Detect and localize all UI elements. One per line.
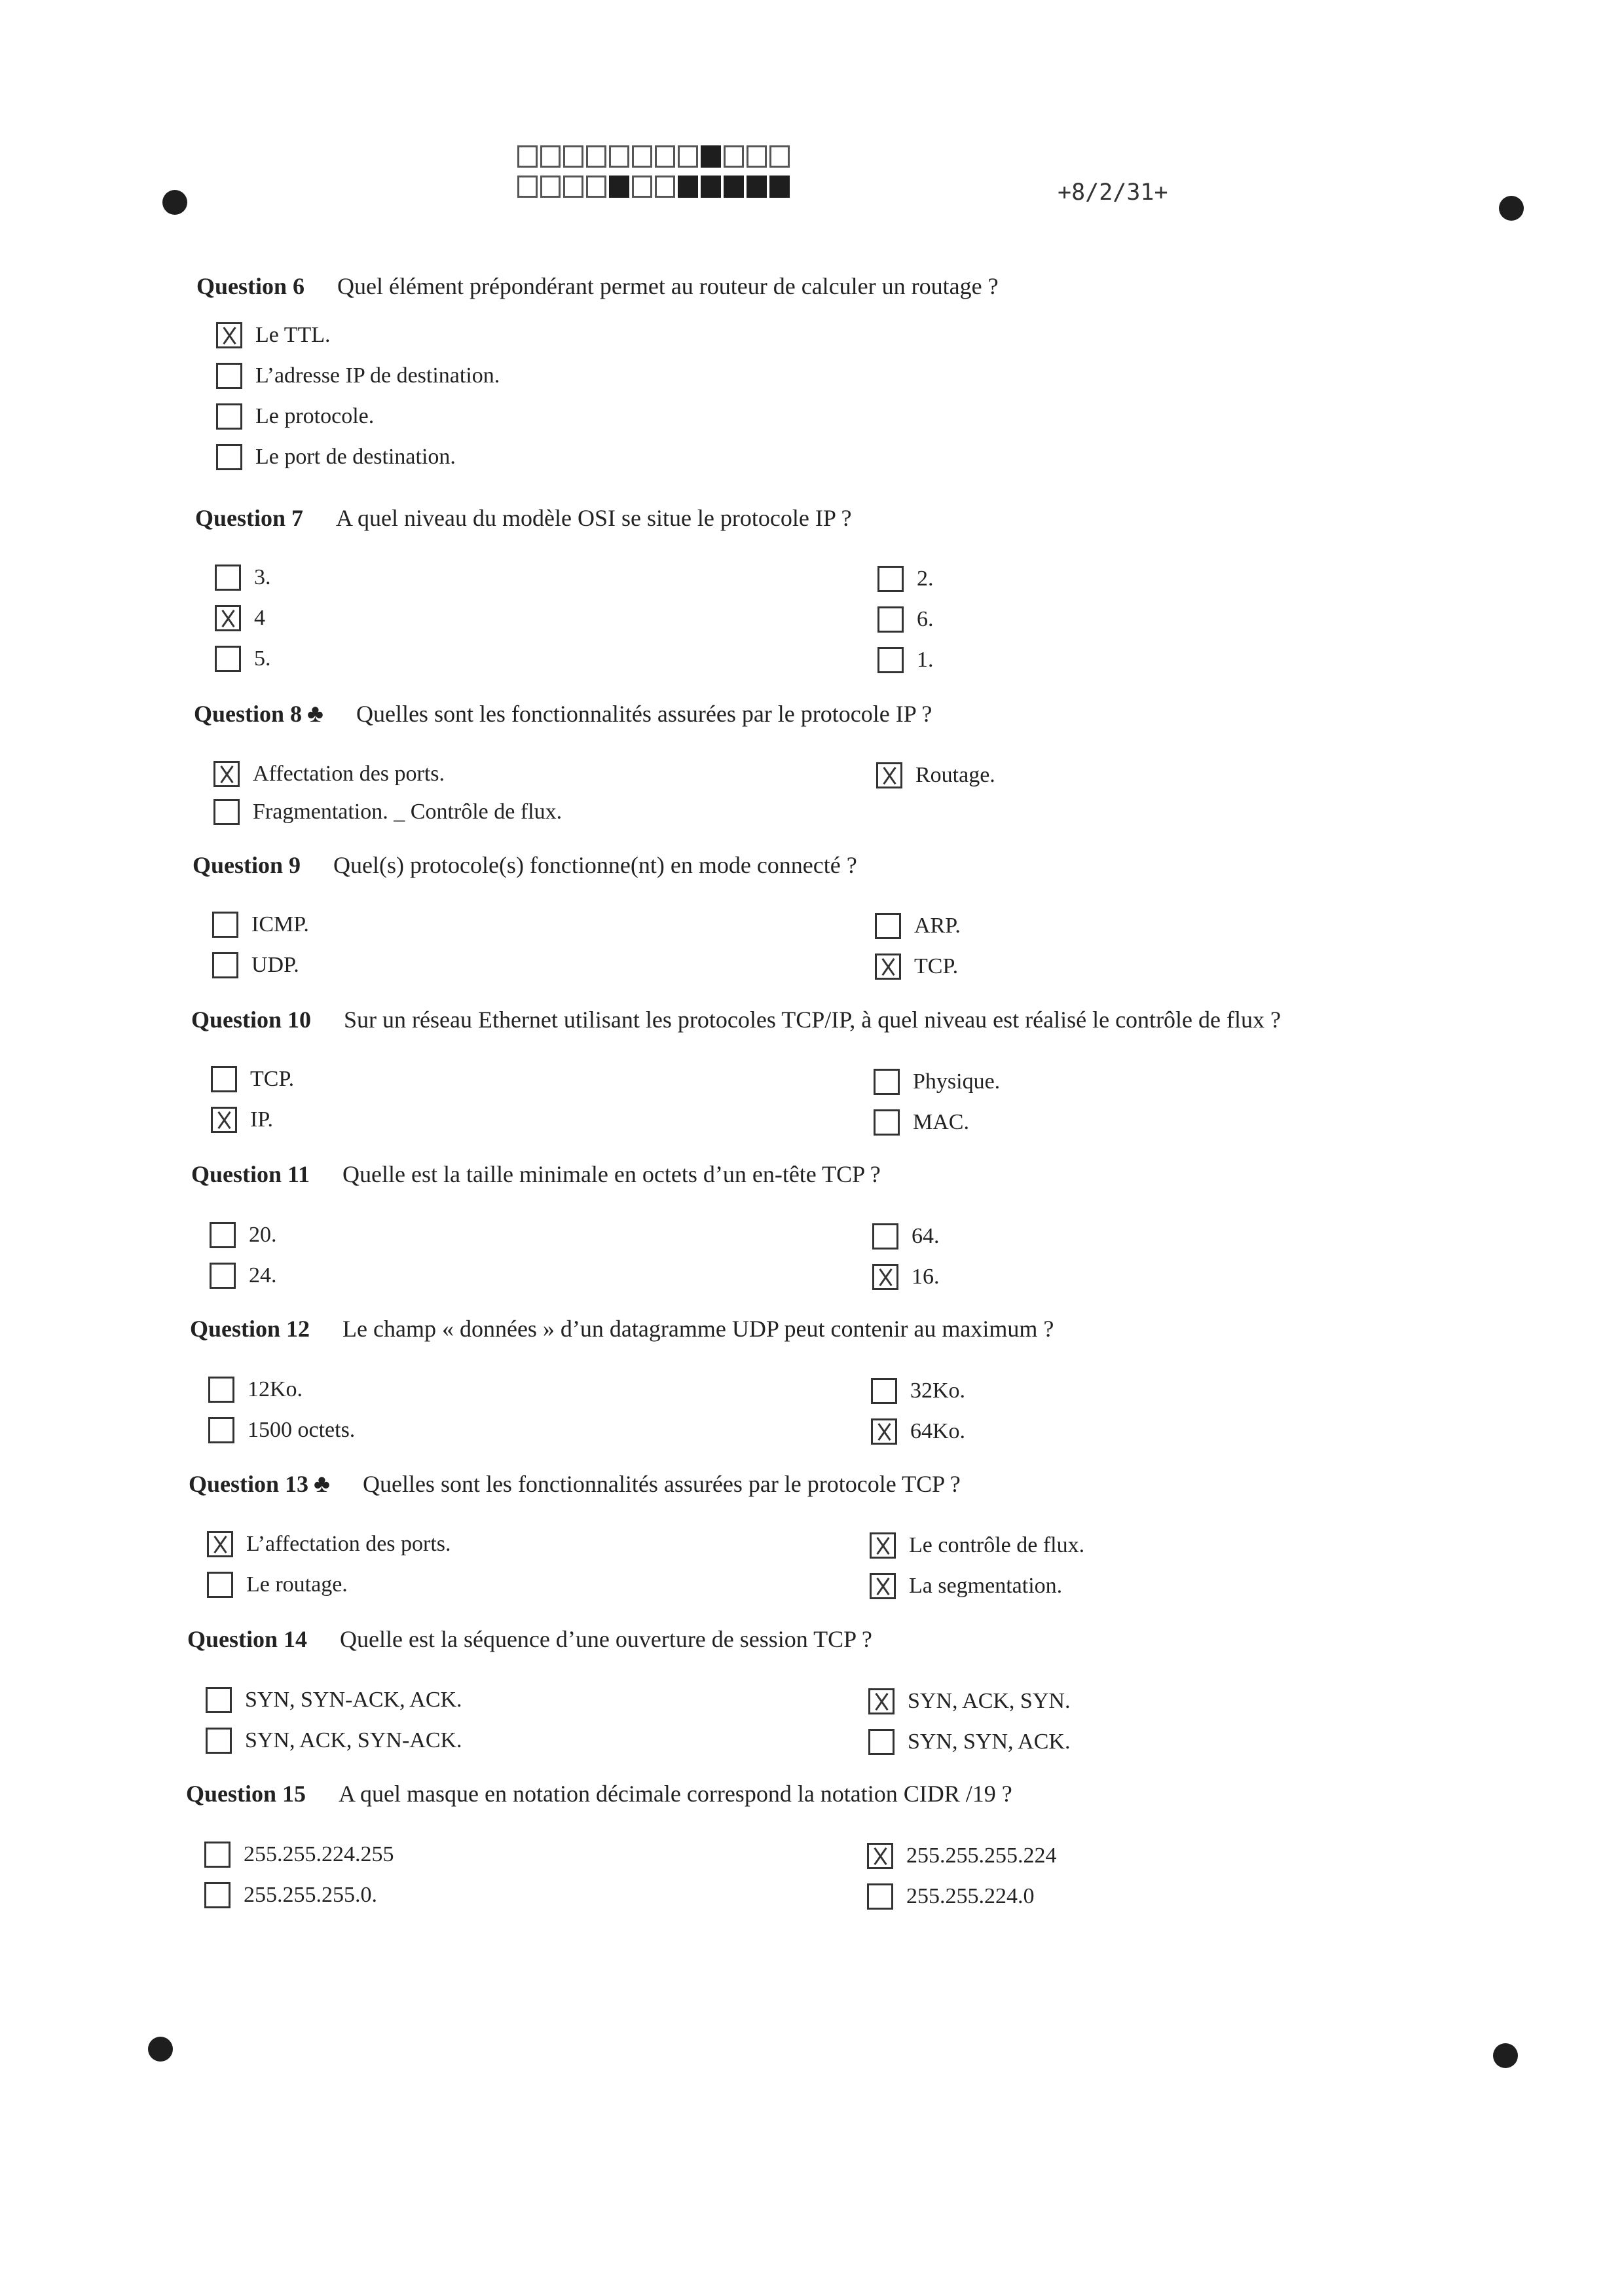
- answer-option[interactable]: [216, 322, 331, 348]
- code-cell: [724, 145, 744, 168]
- answer-option[interactable]: [213, 799, 562, 825]
- checkbox-checked[interactable]: [213, 761, 240, 787]
- answer-option[interactable]: [208, 1377, 303, 1403]
- question-label: Question 6: [196, 273, 305, 299]
- code-cell: [563, 176, 583, 198]
- code-cell: [747, 145, 767, 168]
- question-label: Question 12: [190, 1316, 310, 1342]
- question-label: Question 10: [191, 1007, 312, 1033]
- code-cell: [655, 176, 675, 198]
- option-label: SYN, ACK, SYN.: [908, 1689, 1071, 1713]
- checkbox[interactable]: [206, 1687, 232, 1713]
- question-label: Question 7: [195, 505, 304, 531]
- student-code-row-2: [517, 176, 792, 198]
- checkbox-checked[interactable]: [870, 1532, 896, 1559]
- checkbox[interactable]: [212, 912, 238, 938]
- question-text: Quel élément prépondérant permet au routeur de calculer un routage ?: [337, 273, 999, 299]
- checkbox[interactable]: [868, 1729, 895, 1755]
- checkbox-checked[interactable]: [871, 1418, 897, 1445]
- checkbox-checked[interactable]: [872, 1264, 898, 1290]
- question-header: [191, 1160, 881, 1188]
- checkbox[interactable]: [212, 952, 238, 978]
- club-icon: ♣: [314, 1470, 330, 1498]
- checkbox-checked[interactable]: [211, 1107, 237, 1133]
- question-header: [190, 1315, 1054, 1342]
- question-header: [193, 851, 857, 879]
- question-text: A quel masque en notation décimale correspond la notation CIDR /19 ?: [339, 1781, 1012, 1807]
- answer-option[interactable]: [872, 1264, 940, 1290]
- answer-option[interactable]: [877, 566, 934, 592]
- option-label: L’affectation des ports.: [246, 1532, 451, 1556]
- checkbox-checked[interactable]: [870, 1573, 896, 1599]
- option-label: Physique.: [913, 1069, 1001, 1094]
- question-header: [195, 504, 852, 532]
- option-label: 5.: [254, 646, 271, 671]
- answer-option[interactable]: [875, 913, 961, 939]
- checkbox-checked[interactable]: [216, 322, 242, 348]
- question-text: Quelles sont les fonctionnalités assurées par le protocole TCP ?: [362, 1471, 961, 1497]
- checkbox-checked[interactable]: [207, 1531, 233, 1557]
- answer-option[interactable]: [215, 646, 271, 672]
- option-label: TCP.: [250, 1067, 295, 1091]
- answer-option[interactable]: [216, 403, 374, 430]
- answer-option[interactable]: [208, 1417, 355, 1443]
- option-label: Le routage.: [246, 1572, 348, 1597]
- option-label: L’adresse IP de destination.: [255, 363, 500, 388]
- answer-option[interactable]: [871, 1378, 965, 1404]
- question-text: Quelle est la séquence d’une ouverture de session TCP ?: [340, 1626, 872, 1652]
- option-label: SYN, SYN, ACK.: [908, 1730, 1071, 1754]
- option-label: IP.: [250, 1107, 273, 1132]
- code-cell: [563, 145, 583, 168]
- answer-option[interactable]: [874, 1109, 969, 1136]
- checkbox[interactable]: [874, 1109, 900, 1136]
- checkbox[interactable]: [206, 1728, 232, 1754]
- code-cell: [517, 176, 538, 198]
- answer-option[interactable]: [870, 1573, 1062, 1599]
- question-text: A quel niveau du modèle OSI se situe le protocole IP ?: [336, 505, 852, 531]
- corner-marker-top-right: [1499, 196, 1524, 221]
- question-header: [191, 1006, 1281, 1033]
- answer-option[interactable]: [870, 1532, 1084, 1559]
- answer-option[interactable]: [210, 1222, 277, 1248]
- answer-option[interactable]: [216, 444, 456, 470]
- question-header: [189, 1470, 961, 1498]
- question-label: Question 14: [187, 1626, 308, 1652]
- question-number: Question 13: [189, 1471, 309, 1497]
- option-label: Fragmentation. _ Contrôle de flux.: [253, 800, 563, 824]
- code-cell-filled: [701, 145, 721, 168]
- checkbox[interactable]: [877, 566, 904, 592]
- code-cell: [655, 145, 675, 168]
- option-label: 4: [254, 606, 265, 630]
- code-cell: [678, 145, 698, 168]
- corner-marker-top-left: [162, 190, 187, 215]
- option-label: 255.255.224.255: [244, 1842, 394, 1866]
- question-label: Question 15: [186, 1781, 306, 1807]
- checkbox[interactable]: [216, 363, 242, 389]
- question-header: [187, 1625, 872, 1653]
- answer-option[interactable]: [868, 1729, 1070, 1755]
- option-label: ARP.: [914, 914, 961, 938]
- answer-option[interactable]: [207, 1531, 451, 1557]
- checkbox[interactable]: [211, 1066, 237, 1092]
- option-label: 64Ko.: [910, 1419, 966, 1443]
- answer-option[interactable]: [211, 1066, 294, 1092]
- option-label: 255.255.224.0: [906, 1884, 1035, 1908]
- checkbox[interactable]: [208, 1377, 234, 1403]
- option-label: 16.: [912, 1265, 940, 1289]
- answer-option[interactable]: [212, 952, 299, 978]
- answer-option[interactable]: [876, 762, 995, 788]
- question-text: Quelles sont les fonctionnalités assurées par le protocole IP ?: [356, 701, 932, 727]
- checkbox[interactable]: [877, 606, 904, 633]
- question-text: Le champ « données » d’un datagramme UDP peut contenir au maximum ?: [342, 1316, 1054, 1342]
- checkbox-checked[interactable]: [215, 605, 241, 631]
- corner-marker-bottom-right: [1493, 2043, 1518, 2068]
- answer-option[interactable]: [877, 606, 934, 633]
- question-number: Question 8: [194, 701, 303, 727]
- option-label: La segmentation.: [909, 1574, 1063, 1598]
- code-cell-filled: [747, 176, 767, 198]
- option-label: ICMP.: [251, 912, 309, 936]
- option-label: 2.: [917, 566, 934, 591]
- code-cell: [540, 145, 561, 168]
- corner-marker-bottom-left: [148, 2037, 173, 2062]
- option-label: 1500 octets.: [248, 1418, 356, 1442]
- answer-option[interactable]: [210, 1263, 277, 1289]
- question-label: [194, 699, 323, 728]
- option-label: MAC.: [913, 1110, 969, 1134]
- option-label: 24.: [249, 1263, 277, 1287]
- question-text: Quelle est la taille minimale en octets d’un en-tête TCP ?: [342, 1161, 881, 1187]
- code-cell: [632, 145, 652, 168]
- code-cell-filled: [769, 176, 790, 198]
- answer-option[interactable]: [206, 1728, 462, 1754]
- option-label: Routage.: [915, 763, 995, 787]
- code-cell: [769, 145, 790, 168]
- checkbox[interactable]: [204, 1842, 231, 1868]
- code-cell: [586, 176, 606, 198]
- option-label: UDP.: [251, 953, 299, 977]
- option-label: 1.: [917, 648, 934, 672]
- checkbox-checked[interactable]: [867, 1843, 893, 1869]
- code-cell: [540, 176, 561, 198]
- checkbox[interactable]: [216, 444, 242, 470]
- option-label: SYN, SYN-ACK, ACK.: [245, 1688, 462, 1712]
- checkbox[interactable]: [215, 565, 241, 591]
- answer-option[interactable]: [216, 363, 500, 389]
- answer-option[interactable]: [215, 565, 271, 591]
- checkbox[interactable]: [871, 1378, 897, 1404]
- code-cell-filled: [724, 176, 744, 198]
- page-code: +8/2/31+: [1058, 179, 1168, 206]
- answer-option[interactable]: [211, 1107, 273, 1133]
- option-label: 6.: [917, 607, 934, 631]
- answer-option[interactable]: [872, 1223, 940, 1250]
- answer-option[interactable]: [215, 605, 265, 631]
- answer-option[interactable]: [867, 1883, 1035, 1910]
- answer-option[interactable]: [877, 647, 934, 673]
- question-label: Question 9: [193, 852, 301, 878]
- checkbox-checked[interactable]: [875, 954, 901, 980]
- checkbox[interactable]: [872, 1223, 898, 1250]
- answer-option[interactable]: [874, 1069, 1000, 1095]
- code-cell: [517, 145, 538, 168]
- question-header: [186, 1780, 1012, 1807]
- club-icon: ♣: [307, 700, 323, 728]
- option-label: Le port de destination.: [255, 445, 456, 469]
- checkbox[interactable]: [204, 1882, 231, 1908]
- question-text: Quel(s) protocole(s) fonctionne(nt) en mode connecté ?: [333, 852, 857, 878]
- checkbox[interactable]: [213, 799, 240, 825]
- checkbox-checked[interactable]: [876, 762, 902, 788]
- answer-option[interactable]: [875, 954, 958, 980]
- code-cell: [586, 145, 606, 168]
- option-label: Le protocole.: [255, 404, 375, 428]
- checkbox[interactable]: [877, 647, 904, 673]
- option-label: 12Ko.: [248, 1377, 303, 1401]
- option-label: 255.255.255.0.: [244, 1883, 377, 1907]
- answer-option[interactable]: [871, 1418, 965, 1445]
- option-label: 20.: [249, 1223, 277, 1247]
- answer-option[interactable]: [204, 1842, 394, 1868]
- code-cell: [609, 145, 629, 168]
- checkbox[interactable]: [215, 646, 241, 672]
- question-text: Sur un réseau Ethernet utilisant les protocoles TCP/IP, à quel niveau est réalisé le contrôle de flux ?: [344, 1007, 1281, 1033]
- checkbox[interactable]: [210, 1263, 236, 1289]
- checkbox[interactable]: [207, 1572, 233, 1598]
- option-label: Le TTL.: [255, 323, 331, 347]
- answer-option[interactable]: [868, 1688, 1070, 1714]
- question-header: [194, 699, 932, 728]
- code-cell: [632, 176, 652, 198]
- question-label: Question 11: [191, 1161, 310, 1187]
- code-cell-filled: [701, 176, 721, 198]
- answer-option[interactable]: [206, 1687, 462, 1713]
- answer-option[interactable]: [213, 761, 445, 787]
- question-label: [189, 1470, 330, 1498]
- checkbox[interactable]: [867, 1883, 893, 1910]
- option-label: SYN, ACK, SYN-ACK.: [245, 1728, 462, 1752]
- code-cell-filled: [609, 176, 629, 198]
- question-header: [196, 272, 999, 300]
- option-label: TCP.: [914, 954, 959, 978]
- student-code-row-1: [517, 145, 792, 168]
- answer-option[interactable]: [867, 1843, 1057, 1869]
- code-cell-filled: [678, 176, 698, 198]
- answer-option[interactable]: [207, 1572, 348, 1598]
- option-label: Affectation des ports.: [253, 762, 445, 786]
- option-label: 255.255.255.224: [906, 1843, 1057, 1868]
- checkbox[interactable]: [208, 1417, 234, 1443]
- checkbox[interactable]: [216, 403, 242, 430]
- checkbox[interactable]: [210, 1222, 236, 1248]
- option-label: 3.: [254, 565, 271, 589]
- option-label: Le contrôle de flux.: [909, 1533, 1085, 1557]
- option-label: 32Ko.: [910, 1379, 966, 1403]
- checkbox[interactable]: [874, 1069, 900, 1095]
- answer-option[interactable]: [204, 1882, 377, 1908]
- answer-option[interactable]: [212, 912, 309, 938]
- option-label: 64.: [912, 1224, 940, 1248]
- checkbox-checked[interactable]: [868, 1688, 895, 1714]
- checkbox[interactable]: [875, 913, 901, 939]
